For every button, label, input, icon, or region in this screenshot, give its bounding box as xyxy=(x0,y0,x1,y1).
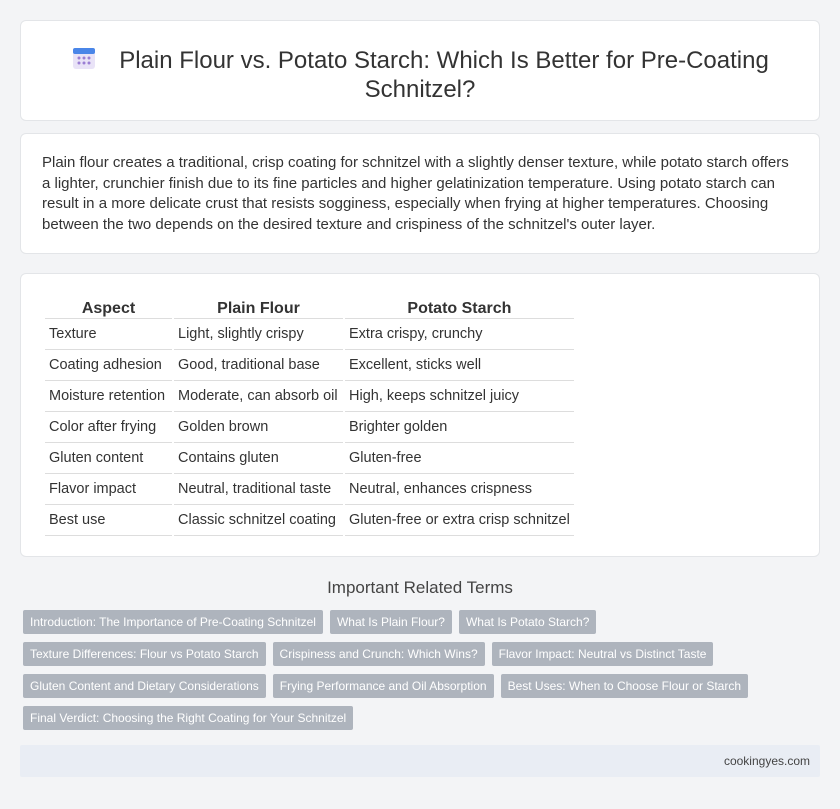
header-potato-starch: Potato Starch xyxy=(345,294,574,319)
cell-plain-flour: Good, traditional base xyxy=(174,350,343,381)
related-term-tag[interactable]: Texture Differences: Flour vs Potato Starch xyxy=(23,642,266,666)
related-term-tag[interactable]: Gluten Content and Dietary Considerations xyxy=(23,674,266,698)
cell-plain-flour: Light, slightly crispy xyxy=(174,319,343,350)
cell-aspect: Coating adhesion xyxy=(45,350,172,381)
related-term-tag[interactable]: Final Verdict: Choosing the Right Coating for Your Schnitzel xyxy=(23,706,353,730)
comparison-table xyxy=(43,294,576,536)
footer-site[interactable]: cookingyes.com xyxy=(723,754,810,768)
header-plain-flour: Plain Flour xyxy=(174,294,343,319)
table-row xyxy=(45,505,574,536)
summary-text: Plain flour creates a traditional, crisp coating for schnitzel with a slightly denser texture, while potato starch offers a lighter, crunchier finish due to its fine particles and higher gelatinization temperature. Using potato starch can result in a more delicate crust that resists sogginess, especially when frying at higher temperatures. Choosing between the two depends on the desired texture and crispiness of the schnitzel's outer layer. xyxy=(42,154,789,233)
cell-potato-starch: Gluten-free or extra crisp schnitzel xyxy=(345,505,574,536)
table-row xyxy=(45,443,574,474)
related-term-tag[interactable]: What Is Plain Flour? xyxy=(330,610,452,634)
related-terms-list xyxy=(23,610,803,730)
cell-potato-starch: Extra crispy, crunchy xyxy=(345,319,574,350)
related-term-tag[interactable]: What Is Potato Starch? xyxy=(459,610,596,634)
table-header-row xyxy=(45,294,574,319)
summary-card xyxy=(20,133,820,254)
related-term-tag[interactable]: Flavor Impact: Neutral vs Distinct Taste xyxy=(492,642,714,666)
comparison-card xyxy=(20,273,820,557)
cell-aspect: Texture xyxy=(45,319,172,350)
cell-potato-starch: Neutral, enhances crispness xyxy=(345,474,574,505)
page-title xyxy=(21,45,819,104)
cell-aspect: Color after frying xyxy=(45,412,172,443)
cell-plain-flour: Golden brown xyxy=(174,412,343,443)
cell-potato-starch: Gluten-free xyxy=(345,443,574,474)
header-card xyxy=(20,20,820,121)
page-title-text: Plain Flour vs. Potato Starch: Which Is Better for Pre-Coating Schnitzel? xyxy=(119,47,769,103)
cell-plain-flour: Classic schnitzel coating xyxy=(174,505,343,536)
header-aspect: Aspect xyxy=(45,294,172,319)
cell-plain-flour: Moderate, can absorb oil xyxy=(174,381,343,412)
cell-aspect: Flavor impact xyxy=(45,474,172,505)
calendar-icon xyxy=(71,45,97,71)
table-row xyxy=(45,381,574,412)
related-term-tag[interactable]: Crispiness and Crunch: Which Wins? xyxy=(273,642,485,666)
table-row xyxy=(45,350,574,381)
cell-potato-starch: Excellent, sticks well xyxy=(345,350,574,381)
cell-plain-flour: Contains gluten xyxy=(174,443,343,474)
related-term-tag[interactable]: Introduction: The Importance of Pre-Coating Schnitzel xyxy=(23,610,323,634)
cell-potato-starch: Brighter golden xyxy=(345,412,574,443)
related-term-tag[interactable]: Frying Performance and Oil Absorption xyxy=(273,674,494,698)
related-term-tag[interactable]: Best Uses: When to Choose Flour or Starch xyxy=(501,674,748,698)
table-row xyxy=(45,319,574,350)
cell-aspect: Best use xyxy=(45,505,172,536)
cell-aspect: Gluten content xyxy=(45,443,172,474)
related-terms-title: Important Related Terms xyxy=(327,578,513,597)
cell-potato-starch: High, keeps schnitzel juicy xyxy=(345,381,574,412)
table-row xyxy=(45,474,574,505)
table-row xyxy=(45,412,574,443)
footer xyxy=(20,745,820,777)
cell-aspect: Moisture retention xyxy=(45,381,172,412)
cell-plain-flour: Neutral, traditional taste xyxy=(174,474,343,505)
